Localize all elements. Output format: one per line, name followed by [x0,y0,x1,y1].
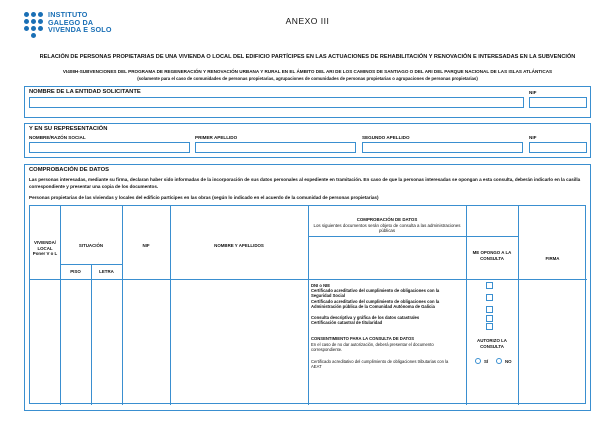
form-subtitle: VI408H-SUBVENCIONES DEL PROGRAMA DE REGENERACIÓN Y RENOVACIÓN URBANA Y RURAL EN EL ÁMBITO DEL ARI DE LOS CAMINOS DE SANTIAGO O DEL ARI DEL PARQUE NACIONAL DE LAS ISLAS ATLÁNTICAS [62,69,553,74]
verification-section-title: COMPROBACIÓN DE DATOS [29,167,109,173]
annex-label: ANEXO III [285,16,330,26]
doc-xunta: Certificado acreditativo del cumplimiento de obligaciones con la Administración pública de la Comunidad Autónoma de Galicia [311,299,440,310]
rep-surname2-label: SEGUNDO APELLIDO [362,135,410,140]
verification-paragraph: Las personas interesadas, mediante su firma, declaran haber sido informadas de la incorporación de sus datos personales al expediente en tramitación. En caso de que la personas interesadas se opongan a esta consulta, deberán indicarlo en la casilla correspondiente y presentar una copia de los documentos. [29,177,581,189]
form-title: RELACIÓN DE PERSONAS PROPIETARIAS DE UNA VIVIENDA O LOCAL DEL EDIFICIO PARTÍCIPES EN LAS ACTUACIONES DE REHABILITACIÓN Y RENOVACIÓN E INTERESADAS EN LA SUBVENCIÓN [39,54,576,60]
authorize-label: AUTORIZO LA CONSULTA [477,338,507,349]
col-situation-header: SITUACIÓN [78,243,104,248]
consent-title: CONSENTIMIENTO PARA LA CONSULTA DE DATOS [311,336,415,341]
entity-section [24,86,591,118]
rep-nif-label: NIF [529,135,537,140]
representation-section-title: Y EN SU REPRESENTACIÓN [29,126,108,132]
rep-nif-field[interactable] [529,142,587,153]
owners-line: Personas propietarias de las viviendas y locales del edificio partícipes en las obras (según lo indicado en el acuerdo de la comunidad de personas propietarias) [29,195,379,200]
rep-surname1-label: PRIMER APELLIDO [195,135,238,140]
form-note: (solamente para el caso de comunidades de personas propietarias, agrupaciones de comunidades de personas propietarias o agrupaciones de personas propietarias) [137,76,478,81]
col-name-header: NOMBRE Y APELLIDOS [214,243,264,248]
logo-text: INSTITUTO GALEGO DA VIVENDA E SOLO [48,10,112,35]
owners-table [29,205,586,404]
oppose-social-security-checkbox[interactable] [486,294,493,301]
oppose-cadastre-title-checkbox[interactable] [486,323,493,330]
oppose-cadastre-checkbox[interactable] [486,315,493,322]
oppose-xunta-checkbox[interactable] [486,306,493,313]
col-letter-header: LETRA [99,269,114,274]
entity-name-field[interactable] [29,97,524,108]
col-sign-header: FIRMA [545,256,560,261]
authorize-no-label: NO [505,359,512,364]
entity-nif-label: NIF [529,90,537,95]
col-oppose-header: ME OPONGO A LA CONSULTA [472,250,512,261]
oppose-dni-checkbox[interactable] [486,282,493,289]
rep-surname2-field[interactable] [362,142,523,153]
rep-surname1-field[interactable] [195,142,356,153]
entity-section-title: NOMBRE DE LA ENTIDAD SOLICITANTE [29,89,141,95]
representation-section [24,123,591,158]
entity-nif-field[interactable] [529,97,587,108]
consent-text: En el caso de no dar autorización, deberá presentar el documento correspondiente. [311,342,434,353]
col-check-header: COMPROBACIÓN DE DATOS Los siguientes documentos serán objeto de consulta a las administraciones públicas [313,217,461,233]
col-floor-header: PISO [70,269,81,274]
col-nif-header: NIF [142,243,150,248]
doc-social-security: Certificado acreditativo del cumplimiento de obligaciones con la Seguridad Social [311,288,440,299]
col-unit-header: VIVIENDA/ LOCAL Poner V o L [32,240,58,256]
authorize-yes-radio[interactable] [475,358,481,364]
verification-section [24,164,591,411]
doc-dni: DNI o NIE [311,283,331,288]
rep-name-label: NOMBRE/RAZÓN SOCIAL [29,135,86,140]
authorize-no-radio[interactable] [496,358,502,364]
authorize-yes-label: SÍ [484,359,489,364]
consent-doc: Certificado acreditativo del cumplimiento de obligaciones tributarias con la AEAT [311,359,449,370]
doc-cadastre: Consulta descriptiva y gráfica de los datos catastrales [311,315,420,320]
doc-cadastre-title: Certificación catastral de titularidad [311,320,383,325]
rep-name-field[interactable] [29,142,190,153]
